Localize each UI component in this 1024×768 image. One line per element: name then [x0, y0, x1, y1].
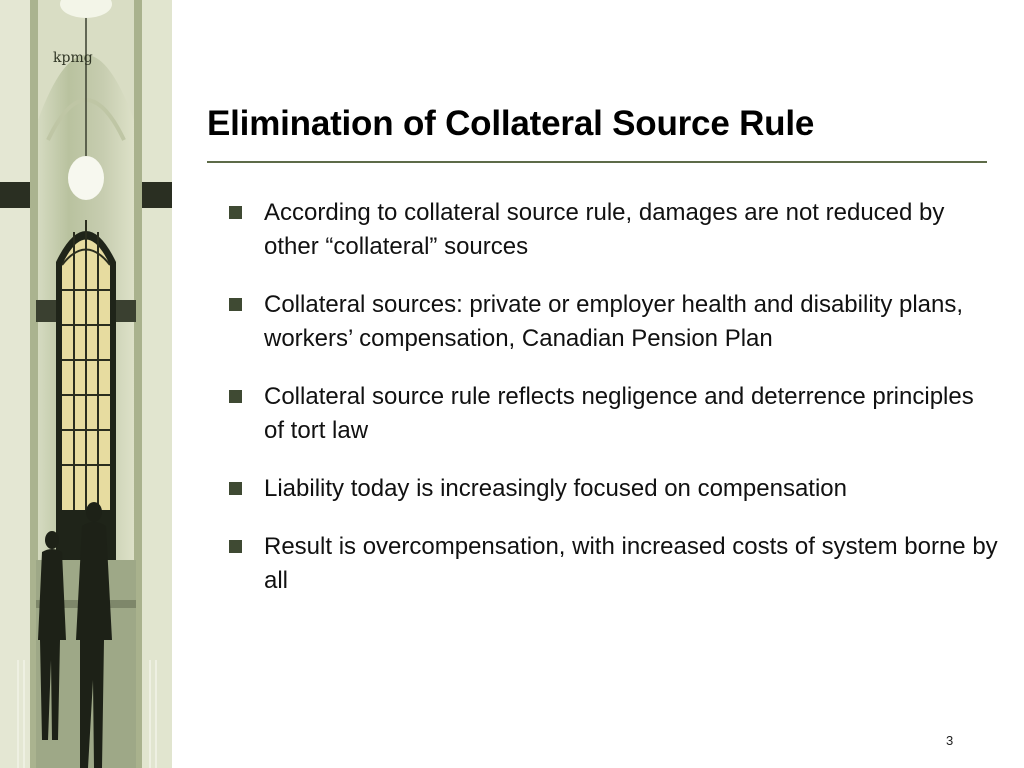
title-divider — [207, 161, 987, 163]
bullet-text: Collateral source rule reflects negligence and deterrence principles of tort law — [264, 383, 974, 444]
page-number: 3 — [946, 733, 954, 748]
side-photo — [0, 0, 172, 768]
square-bullet-icon — [229, 390, 242, 403]
bullet-list — [229, 196, 999, 622]
square-bullet-icon — [229, 482, 242, 495]
bullet-text: Collateral sources: private or employer health and disability plans, workers’ compensation, Canadian Pension Plan — [264, 291, 964, 352]
bullet-item — [229, 530, 999, 598]
bullet-text: According to collateral source rule, damages are not reduced by other “collateral” sources — [264, 199, 945, 260]
bullet-item — [229, 288, 999, 356]
bullet-text: Result is overcompensation, with increased costs of system borne by all — [264, 533, 998, 594]
bullet-item — [229, 196, 999, 264]
square-bullet-icon — [229, 540, 242, 553]
slide-title: Elimination of Collateral Source Rule — [207, 104, 815, 143]
square-bullet-icon — [229, 298, 242, 311]
building-interior-illustration — [0, 0, 172, 768]
square-bullet-icon — [229, 206, 242, 219]
bullet-text: Liability today is increasingly focused on compensation — [264, 475, 847, 502]
bullet-item — [229, 472, 999, 506]
brand-logo-text: kpmg — [53, 50, 93, 66]
bullet-item — [229, 380, 999, 448]
